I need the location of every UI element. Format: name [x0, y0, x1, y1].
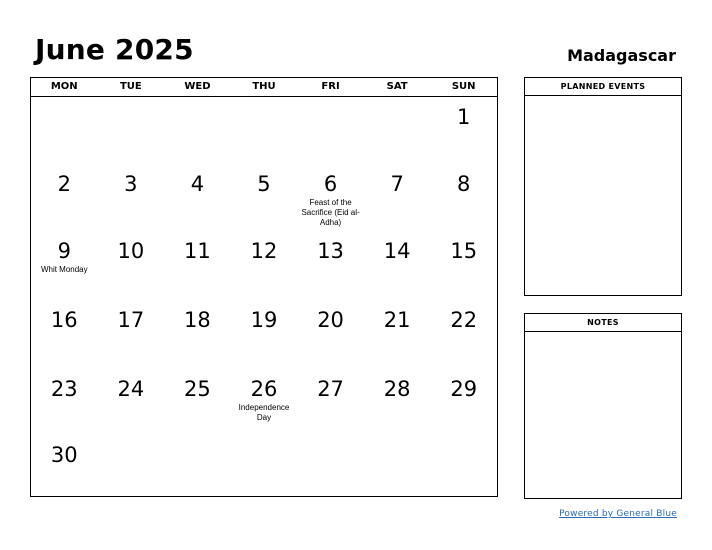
planned-events-panel: [524, 77, 682, 296]
day-number: 17: [117, 308, 145, 332]
day-cell: [364, 435, 431, 496]
day-number: 2: [57, 172, 71, 196]
country-label: Madagascar: [567, 46, 676, 65]
day-cell: [297, 300, 364, 369]
day-number: 8: [457, 172, 471, 196]
day-number: 25: [184, 377, 211, 401]
notes-panel: [524, 313, 682, 499]
weekday-label: THU: [252, 81, 276, 92]
day-cell: [231, 435, 298, 496]
day-cell: [430, 231, 497, 300]
day-number: [297, 97, 364, 105]
day-number: 7: [390, 172, 404, 196]
day-number: 24: [117, 377, 145, 401]
day-cell: [31, 97, 98, 164]
day-cells: [31, 97, 497, 496]
day-cell: [231, 231, 298, 300]
day-cell: [164, 300, 231, 369]
day-number: 20: [317, 308, 344, 332]
weekday-label: SUN: [451, 81, 476, 92]
day-number: [430, 435, 497, 443]
day-cell: [98, 300, 165, 369]
day-number: 28: [383, 377, 411, 401]
day-cell: [297, 97, 364, 164]
day-cell: [31, 300, 98, 369]
day-cell: [297, 369, 364, 435]
day-cell: [364, 300, 431, 369]
day-cell: [231, 300, 298, 369]
day-number: 26: [250, 377, 278, 401]
day-cell: [31, 369, 98, 435]
page-title: June 2025: [35, 33, 194, 66]
weekday-header-row: [31, 78, 497, 97]
day-number: 23: [50, 377, 78, 401]
day-number: [164, 97, 231, 105]
day-number: 12: [250, 239, 278, 263]
day-number: 5: [257, 172, 271, 196]
day-number: 29: [450, 377, 478, 401]
planned-events-header: PLANNED EVENTS: [525, 78, 681, 96]
weekday-label: TUE: [119, 81, 142, 92]
day-cell: [31, 164, 98, 231]
day-number: 19: [250, 308, 278, 332]
day-number: 6: [323, 172, 338, 196]
day-cell: [164, 435, 231, 496]
day-number: 10: [117, 239, 145, 263]
day-cell: [31, 435, 98, 496]
day-cell: [98, 369, 165, 435]
day-number: 3: [124, 172, 138, 196]
holiday-label: Feast of the Sacrifice (Eid al-Adha): [301, 198, 360, 227]
notes-header: NOTES: [525, 314, 681, 332]
day-number: 9: [57, 239, 71, 263]
day-cell: [297, 231, 364, 300]
day-number: 21: [383, 308, 411, 332]
day-cell: [164, 231, 231, 300]
day-cell: [430, 300, 497, 369]
day-cell: [98, 164, 165, 231]
day-cell: [430, 97, 497, 164]
day-number: 4: [190, 172, 205, 196]
day-cell: [364, 231, 431, 300]
day-number: [231, 97, 298, 105]
day-cell: [98, 97, 165, 164]
holiday-label: Independence Day: [238, 403, 290, 422]
day-number: 18: [184, 308, 211, 332]
day-number: 13: [317, 239, 344, 263]
day-number: 1: [457, 105, 471, 129]
day-cell: [430, 435, 497, 496]
day-number: [164, 435, 231, 443]
day-number: 14: [383, 239, 411, 263]
day-cell: [364, 164, 431, 231]
day-number: [364, 435, 431, 443]
day-cell: [98, 231, 165, 300]
day-cell: [164, 97, 231, 164]
day-cell: [98, 435, 165, 496]
day-cell: [164, 369, 231, 435]
day-number: 15: [450, 239, 478, 263]
day-cell: [31, 231, 98, 300]
day-number: 30: [50, 443, 78, 467]
weekday-label: MON: [50, 81, 78, 92]
day-cell: [364, 369, 431, 435]
day-cell: [364, 97, 431, 164]
weekday-label: WED: [184, 81, 211, 92]
holiday-label: Whit Monday: [40, 265, 88, 274]
day-cell: [164, 164, 231, 231]
day-number: [364, 97, 431, 105]
day-cell: [231, 369, 298, 435]
weekday-label: SAT: [386, 81, 408, 92]
day-number: 11: [184, 239, 211, 263]
weekday-label: FRI: [321, 81, 340, 92]
day-number: 27: [317, 377, 344, 401]
day-cell: [297, 164, 364, 231]
calendar-grid: [30, 77, 498, 497]
day-number: [98, 97, 165, 105]
day-number: [31, 97, 98, 105]
day-number: [98, 435, 165, 443]
day-number: [297, 435, 364, 443]
day-cell: [231, 97, 298, 164]
day-number: 22: [450, 308, 478, 332]
day-cell: [297, 435, 364, 496]
day-number: [231, 435, 298, 443]
day-number: 16: [50, 308, 78, 332]
day-cell: [231, 164, 298, 231]
day-cell: [430, 369, 497, 435]
day-cell: [430, 164, 497, 231]
powered-by-link[interactable]: Powered by General Blue: [559, 509, 677, 519]
